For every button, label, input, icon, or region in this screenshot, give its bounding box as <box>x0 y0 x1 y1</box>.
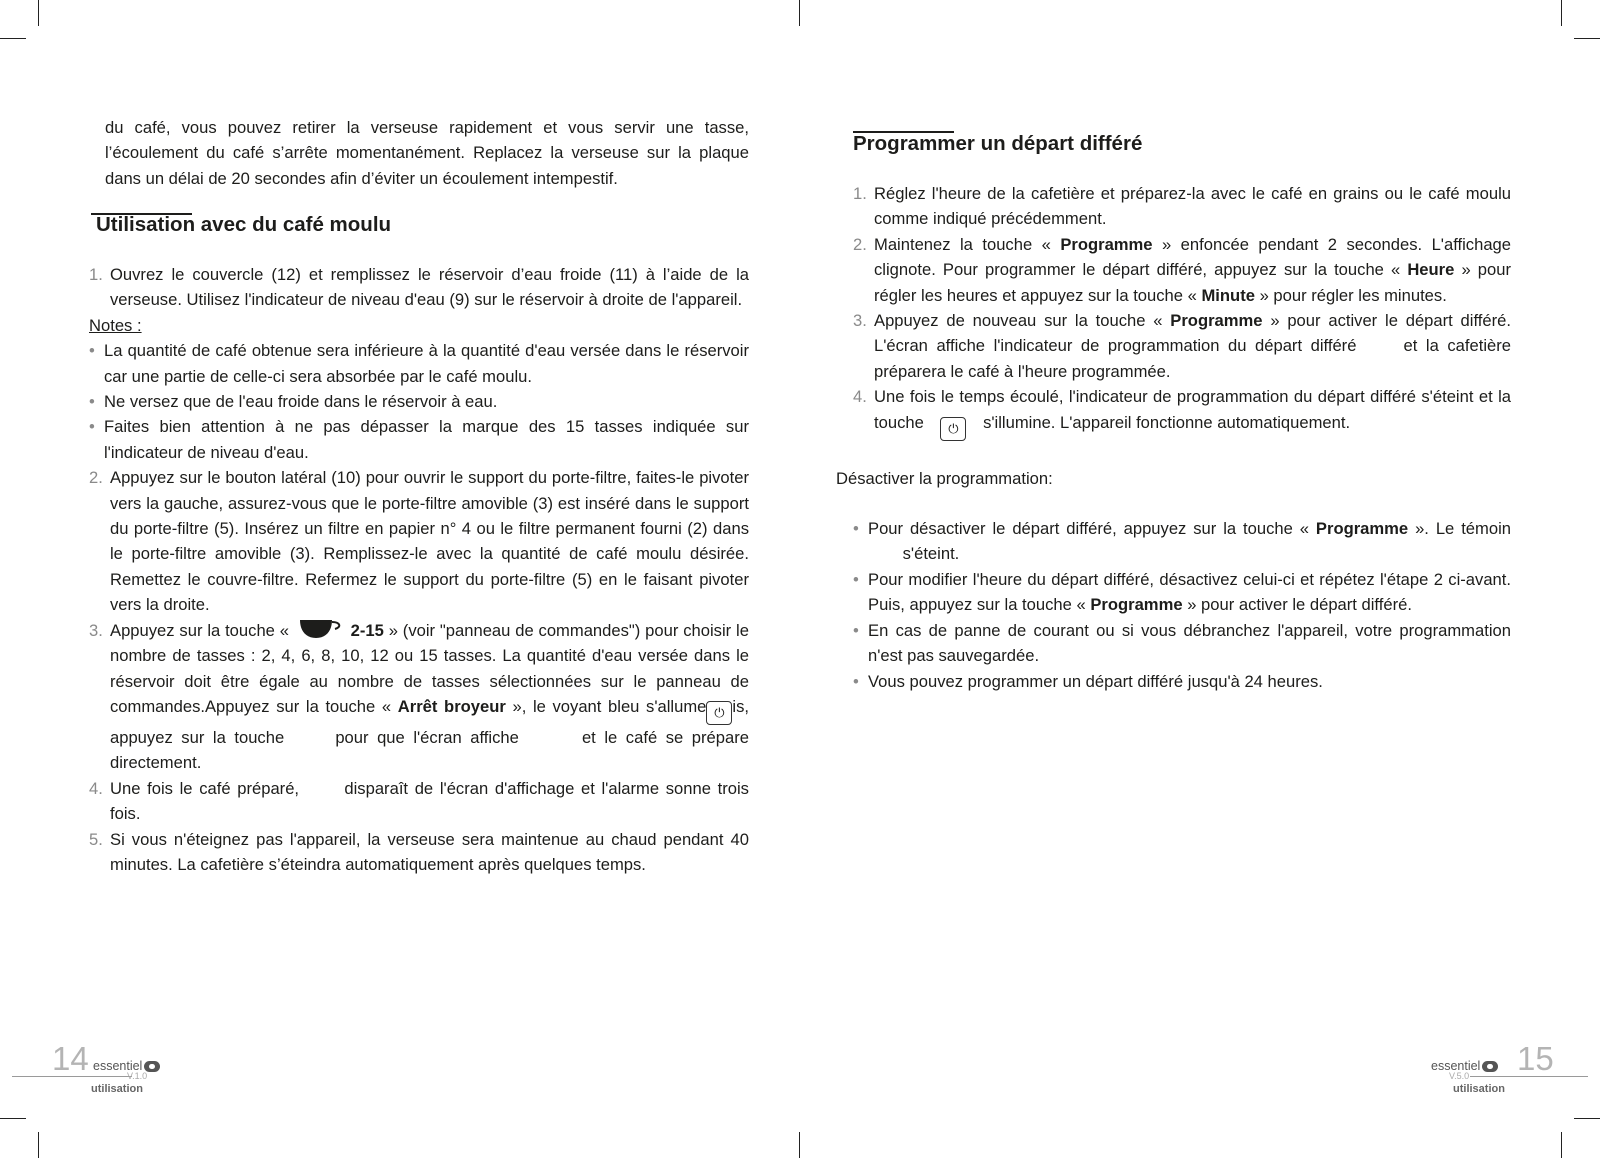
page-number: 15 <box>1517 1040 1554 1077</box>
step-2: 2. Appuyez sur le bouton latéral (10) pour ouvrir le support du porte-filtre, faites-le pivoter vers la gauche, assurez-vous que le porte-filtre amovible (3) est inséré dans le support du porte-filtre (5). Insérez un filtre en papier n° 4 ou le filtre permanent fourni (2) dans le porte-filtre amovible (3). Remplissez-le avec la quantité de café moulu désirée. Remettez le couvre-filtre. Refermez le support du porte-filtre (5) en le faisant pivoter vers la droite. <box>89 465 749 617</box>
version-label: V.1.0 <box>127 1071 148 1081</box>
instructions-list <box>89 262 749 877</box>
brand-mark-icon <box>144 1061 160 1072</box>
bullet-item: • En cas de panne de courant ou si vous débranchez l'appareil, votre programmation n'est pas sauvegardée. <box>853 618 1511 669</box>
notes-label: Notes : <box>89 315 142 335</box>
section-heading: Utilisation avec du café moulu <box>96 213 392 236</box>
section-label: utilisation <box>91 1083 143 1095</box>
step-number: 5. <box>89 829 103 849</box>
version-label: V.5.0 <box>1449 1071 1470 1081</box>
note-item: • La quantité de café obtenue sera inférieure à la quantité d'eau versée dans le réservoir car une partie de celle-ci sera absorbée par le café moulu. <box>89 338 749 389</box>
bullet-item: • Vous pouvez programmer un départ différé jusqu'à 24 heures. <box>853 669 1511 694</box>
step-number: 3. <box>89 620 103 640</box>
step-number: 4. <box>853 387 867 407</box>
brand-name: essentiel <box>1431 1059 1481 1073</box>
step-5: 5. Si vous n'éteignez pas l'appareil, la verseuse sera maintenue au chaud pendant 40 minutes. La cafetière s’éteindra automatiquement après quelques temps. <box>89 827 749 878</box>
bullet: • <box>853 620 859 640</box>
brand-mark-icon <box>1482 1061 1498 1072</box>
note-item: • Ne versez que de l'eau froide dans le réservoir à eau. <box>89 389 749 414</box>
page-number: 14 <box>52 1040 89 1077</box>
brand-name: essentiel <box>93 1059 143 1073</box>
step-3: 3. Appuyez de nouveau sur la touche « Programme » pour activer le départ différé. L'écran affiche l'indicateur de programmation du départ différé et la cafetière préparera le café à l'heure programmée. <box>853 308 1511 384</box>
intro-paragraph: du café, vous pouvez retirer la verseuse rapidement et vous servir une tasse, l’écoulement du café s’arrête momentanément. Replacez la verseuse sur la plaque dans un délai de 20 secondes afin d’éviter un écoulement intempestif. <box>105 118 749 188</box>
step-1: 1. Ouvrez le couvercle (12) et remplissez le réservoir d’eau froide (11) à l’aide de la verseuse. Utilisez l'indicateur de niveau d'eau (9) sur le réservoir à droite de l'appareil. <box>89 262 749 313</box>
section-heading: Programmer un départ différé <box>853 132 1143 155</box>
step-number: 2. <box>853 234 867 254</box>
bullet: • <box>89 417 95 437</box>
step-number: 1. <box>89 265 103 284</box>
step-4: 4. Une fois le café préparé, disparaît de l'écran d'affichage et l'alarme sonne trois fois. <box>89 776 749 827</box>
deactivate-label: Désactiver la programmation: <box>836 468 1053 488</box>
step-number: 2. <box>89 468 103 488</box>
step-number: 3. <box>853 311 867 331</box>
step-3: 3. Appuyez sur la touche « 2-15 » (voir "panneau de commandes") pour choisir le nombre de tasses : 2, 4, 6, 8, 10, 12 ou 15 tasses. La quantité d'eau versée dans le réservoir doit être égale au nombre de tasses sélectionnées sur le panneau de commandes.Appuyez sur la touche « Arrêt broyeur », le voyant bleu s'allume ⏻ is, appuyez sur la touche pour que l'écran affiche et le café se prépare directement. <box>89 618 749 776</box>
bullet: • <box>853 569 859 589</box>
cup-icon <box>298 619 342 639</box>
delayed-start-list <box>836 181 1512 694</box>
bullet-item: • Pour désactiver le départ différé, appuyez sur la touche « Programme ». Le témoin s'éteint. <box>853 516 1511 567</box>
bullet-item: • Pour modifier l'heure du départ différé, désactivez celui-ci et répétez l'étape 2 ci-avant. Puis, appuyez sur la touche « Programme » pour activer le départ différé. <box>853 567 1511 618</box>
bullet: • <box>89 341 95 361</box>
step-4: 4. Une fois le temps écoulé, l'indicateur de programmation du départ différé s'éteint et la touche ⏻ s'illumine. L'appareil fonctionne automatiquement. <box>853 384 1511 440</box>
power-icon: ⏻ <box>940 417 966 441</box>
power-icon: ⏻ <box>706 701 732 725</box>
note-item: • Faites bien attention à ne pas dépasser la marque des 15 tasses indiquée sur l'indicateur de niveau d'eau. <box>89 414 749 465</box>
step-number: 1. <box>853 184 867 203</box>
bullet: • <box>853 671 859 691</box>
bullet: • <box>853 519 859 539</box>
step-number: 4. <box>89 778 103 798</box>
step-1: 1. Réglez l'heure de la cafetière et préparez-la avec le café en grains ou le café moulu comme indiqué précédemment. <box>853 181 1511 232</box>
bullet: • <box>89 392 95 412</box>
section-label: utilisation <box>1453 1083 1505 1095</box>
step-2: 2. Maintenez la touche « Programme » enfoncée pendant 2 secondes. L'affichage clignote. Pour programmer le départ différé, appuyez sur la touche « Heure » pour régler les heures et appuyez sur la touche « Minute » pour régler les minutes. <box>853 232 1511 308</box>
